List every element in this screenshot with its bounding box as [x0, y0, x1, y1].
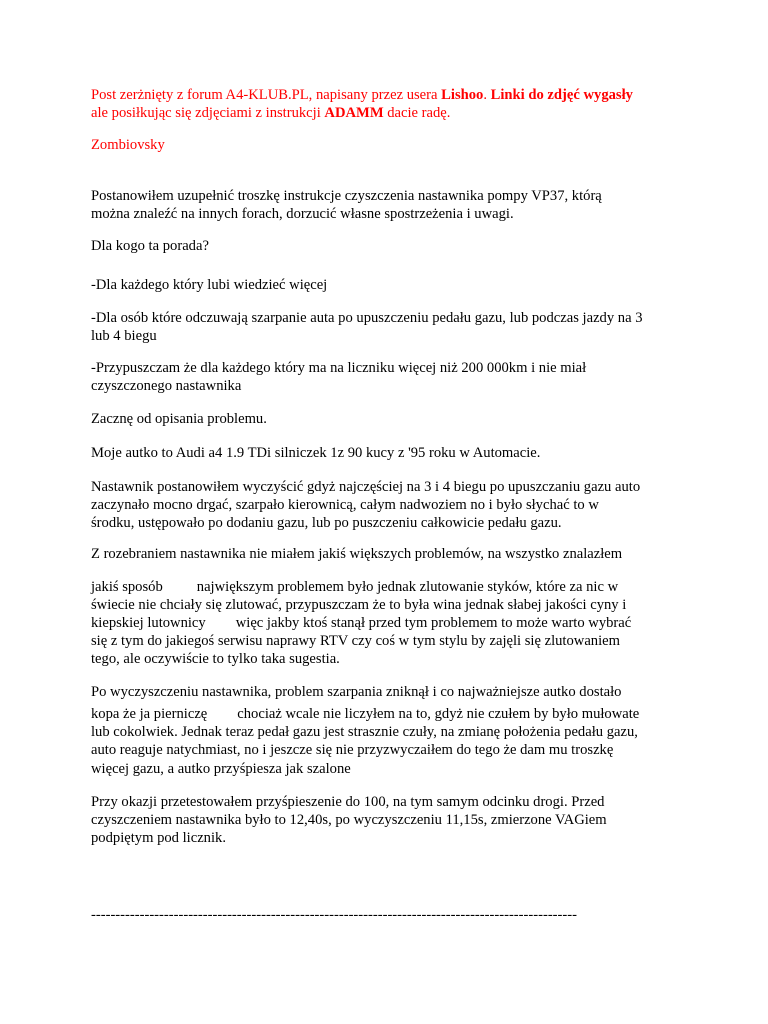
disassembly-text: się z tym do jakiegoś serwisu naprawy RTV czy coś w tym stylu by zajęli się zlutowaniem [91, 633, 620, 649]
audience-item-1 [91, 276, 691, 294]
source-name: ADAMM [324, 105, 384, 121]
separator-text: ---------------------------------------------------------------------------------------------------- [91, 907, 577, 923]
disassembly-text: tego, ale oczywiście to tylko taka sugestia. [91, 651, 340, 667]
credit-text: Post zerżnięty z forum A4-KLUB.PL, napisany przez usera [91, 87, 442, 103]
disassembly-text: największym problemem było jednak zlutowanie styków, które za nic w [196, 579, 619, 595]
intro-line: można znaleźć na innych forach, dorzucić własne spostrzeżenia i uwagi. [91, 206, 514, 222]
result-text: Po wyczyszczeniu nastawnika, problem szarpania zniknął i co najważniejsze autko dostało [91, 684, 622, 700]
result-text: chociaż wcale nie liczyłem na to, gdyż nie czułem by było mułowate [237, 706, 640, 722]
symptoms-line: zaczynało mocno drgać, szarpało kierownicą, całym nadwoziem no i było słychać to w [91, 497, 599, 513]
audience-line: -Przypuszczam że dla każdego który ma na liczniku więcej niż 200 000km i nie miał [91, 360, 587, 376]
test-paragraph [91, 793, 691, 847]
audience-line: lub 4 biegu [91, 328, 157, 344]
symptoms-paragraph [91, 478, 691, 532]
result-line-5 [91, 760, 691, 778]
result-text: kopa że ja pierniczę [91, 706, 208, 722]
disassembly-text: więc jakby ktoś stanął przed tym problemem to może warto wybrać [235, 615, 632, 631]
test-line: czyszczeniem nastawnika było to 12,40s, po wyczyszczeniu 11,15s, zmierzone VAGiem [91, 812, 607, 828]
credit-line-2 [91, 104, 691, 122]
question-heading [91, 237, 691, 255]
car-text: Moje autko to Audi a4 1.9 TDi silniczek 1z 90 kucy z '95 roku w Automacie. [91, 445, 541, 461]
signature [91, 136, 691, 154]
symptoms-line: Nastawnik postanowiłem wyczyścić gdyż najczęściej na 3 i 4 biegu po upuszczaniu gazu auto [91, 479, 641, 495]
credit-line-1 [91, 86, 691, 104]
disassembly-text: świecie nie chciały się zlutować, przypuszczam że to była wina jednak słabej jakości cyny i [91, 597, 627, 613]
audience-line: czyszczonego nastawnika [91, 378, 242, 394]
test-line: Przy okazji przetestowałem przyśpieszenie do 100, na tym samym odcinku drogi. Przed [91, 794, 605, 810]
author-name: Lishoo [441, 87, 484, 103]
separator-line [91, 906, 691, 924]
audience-item-2 [91, 309, 691, 345]
disassembly-line-1 [91, 545, 691, 563]
car-description [91, 444, 691, 462]
result-text: lub cokolwiek. Jednak teraz pedał gazu jest strasznie czuły, na zmianę położenia pedału gazu, [91, 724, 638, 740]
links-expired-warning: Linki do zdjęć wygasły [490, 87, 633, 103]
audience-line: -Dla osób które odczuwają szarpanie auta po upuszczeniu pedału gazu, lub podczas jazdy na 3 [91, 310, 643, 326]
problem-intro [91, 410, 691, 428]
result-line-1 [91, 683, 691, 701]
credit-text: dacie radę. [383, 105, 451, 121]
symptoms-line: środku, ustępowało po dodaniu gazu, lub po puszczeniu całkowicie pedału gazu. [91, 515, 562, 531]
problem-intro-text: Zacznę od opisania problemu. [91, 411, 267, 427]
result-text: więcej gazu, a autko przyśpiesza jak szalone [91, 761, 351, 777]
disassembly-text: kiepskiej lutownicy [91, 615, 206, 631]
disassembly-text: Z rozebraniem nastawnika nie miałem jakiś większych problemów, na wszystko znalazłem [91, 546, 623, 562]
disassembly-block [91, 578, 691, 668]
audience-item-3 [91, 359, 691, 395]
disassembly-text: jakiś sposób [91, 579, 163, 595]
intro-paragraph [91, 187, 691, 223]
credit-note [91, 86, 691, 122]
test-line: podpiętym pod licznik. [91, 830, 226, 846]
result-block [91, 705, 691, 759]
question-text: Dla kogo ta porada? [91, 238, 209, 254]
disassembly-line-2 [91, 578, 691, 596]
signature-text: Zombiovsky [91, 137, 165, 153]
audience-line: -Dla każdego który lubi wiedzieć więcej [91, 277, 328, 293]
disassembly-line-4 [91, 614, 691, 632]
intro-line: Postanowiłem uzupełnić troszkę instrukcje czyszczenia nastawnika pompy VP37, którą [91, 188, 602, 204]
credit-text: . [483, 87, 491, 103]
credit-text: ale posiłkując się zdjęciami z instrukcji [91, 105, 325, 121]
result-text: auto reaguje natychmiast, no i jeszcze się nie przyzwyczaiłem do tego że dam mu troszkę [91, 742, 614, 758]
result-line-2 [91, 705, 691, 723]
